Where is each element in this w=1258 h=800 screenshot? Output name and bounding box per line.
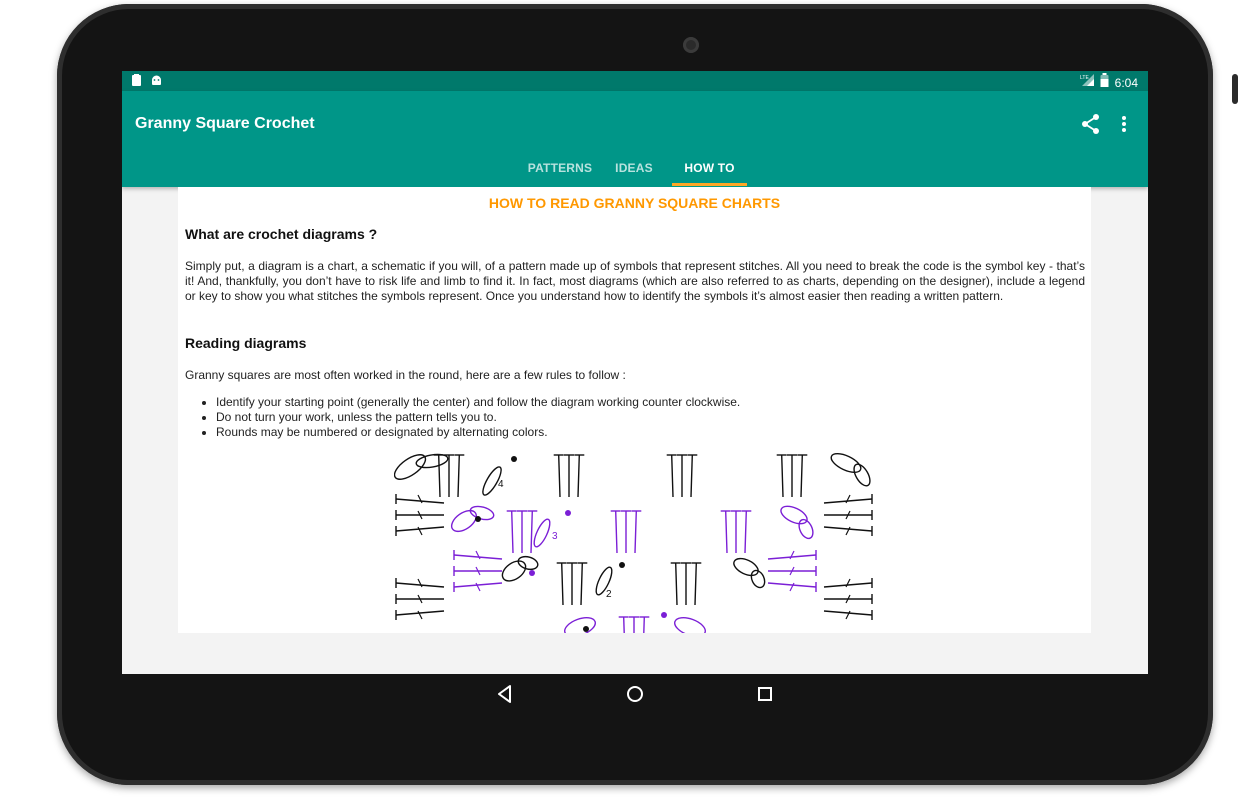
chain-mark bbox=[593, 565, 615, 596]
status-bar bbox=[122, 71, 1148, 91]
chain-mark bbox=[778, 503, 809, 528]
recents-icon bbox=[753, 682, 777, 706]
slip-stitch-dot bbox=[529, 570, 535, 576]
stitch-mark bbox=[616, 511, 617, 553]
chain-mark bbox=[499, 557, 529, 585]
stitch-mark bbox=[691, 455, 692, 497]
app-title: Granny Square Crochet bbox=[135, 115, 315, 132]
stitch-mark bbox=[676, 563, 677, 605]
slip-stitch-dot bbox=[661, 612, 667, 618]
granny-square-diagram bbox=[394, 451, 874, 633]
share-icon bbox=[1080, 113, 1102, 135]
chain-mark bbox=[731, 555, 760, 579]
slip-stitch-dot bbox=[511, 456, 517, 462]
front-camera bbox=[683, 37, 699, 53]
stitch-mark bbox=[846, 495, 850, 503]
slip-stitch-dot bbox=[619, 562, 625, 568]
clipboard-notification-icon bbox=[132, 74, 141, 90]
stitch-mark bbox=[624, 617, 625, 633]
tab-how-to[interactable]: HOW TO bbox=[684, 161, 735, 175]
stitch-mark bbox=[562, 563, 563, 605]
stitch-mark bbox=[578, 455, 579, 497]
app-screen bbox=[122, 71, 1148, 674]
stitch-mark bbox=[418, 579, 422, 587]
hardware-side-button bbox=[1232, 74, 1238, 104]
chain-mark bbox=[531, 517, 553, 548]
slip-stitch-dot bbox=[583, 626, 589, 632]
tab-patterns[interactable]: PATTERNS bbox=[527, 161, 593, 175]
chain-mark bbox=[796, 517, 815, 540]
stitch-mark bbox=[512, 511, 513, 553]
stitch-mark bbox=[418, 495, 422, 503]
stitch-mark bbox=[745, 511, 746, 553]
chain-mark bbox=[448, 506, 480, 535]
stitch-mark bbox=[801, 455, 802, 497]
app-bar bbox=[122, 91, 1148, 187]
section-title-diagrams: What are crochet diagrams ? bbox=[185, 226, 378, 242]
more-vert-icon bbox=[1116, 113, 1132, 135]
stitch-mark bbox=[790, 551, 794, 559]
list-item: • Identify your starting point (generally the center) and follow the diagram working counter clockwise. bbox=[216, 395, 740, 410]
battery-icon bbox=[1100, 73, 1109, 92]
status-time: 6:04 bbox=[1114, 75, 1138, 90]
stitch-mark bbox=[635, 511, 636, 553]
article-content[interactable] bbox=[178, 187, 1091, 633]
round-number-label: 4 bbox=[498, 479, 504, 490]
stitch-mark bbox=[476, 551, 480, 559]
stitch-mark bbox=[559, 455, 560, 497]
navigation-bar bbox=[122, 674, 1148, 714]
home-button[interactable] bbox=[623, 682, 647, 706]
slip-stitch-dot bbox=[475, 516, 481, 522]
stitch-mark bbox=[846, 579, 850, 587]
android-notification-icon bbox=[151, 74, 162, 90]
recents-button[interactable] bbox=[753, 682, 777, 706]
stitch-mark bbox=[643, 617, 644, 633]
stitch-mark bbox=[672, 455, 673, 497]
chain-mark bbox=[851, 462, 873, 489]
active-tab-indicator bbox=[672, 183, 747, 186]
crochet-chart bbox=[394, 451, 874, 633]
page-heading: HOW TO READ GRANNY SQUARE CHARTS bbox=[488, 195, 781, 211]
list-item: • Do not turn your work, unless the pattern tells you to. bbox=[216, 410, 740, 425]
chain-mark bbox=[469, 504, 495, 522]
section-title-reading: Reading diagrams bbox=[185, 335, 307, 351]
network-type-label: LTE bbox=[1079, 75, 1089, 81]
rules-list bbox=[200, 395, 740, 440]
home-icon bbox=[623, 682, 647, 706]
section-intro-reading: Granny squares are most often worked in the round, here are a few rules to follow : bbox=[185, 368, 626, 382]
lte-signal-icon bbox=[1080, 73, 1094, 92]
round-number-label: 3 bbox=[552, 531, 558, 542]
stitch-mark bbox=[695, 563, 696, 605]
round-number-label: 2 bbox=[606, 589, 612, 600]
stitch-mark bbox=[782, 455, 783, 497]
tab-bar bbox=[122, 153, 1148, 187]
overflow-menu-button[interactable] bbox=[1116, 113, 1132, 135]
stitch-mark bbox=[458, 455, 459, 497]
stitch-mark bbox=[439, 455, 440, 497]
share-button[interactable] bbox=[1080, 113, 1102, 135]
stitch-mark bbox=[726, 511, 727, 553]
stitch-mark bbox=[581, 563, 582, 605]
back-icon bbox=[493, 682, 517, 706]
chain-mark bbox=[517, 555, 539, 572]
tab-ideas[interactable]: IDEAS bbox=[615, 161, 653, 175]
chain-mark bbox=[562, 614, 598, 633]
section-text-diagrams: Simply put, a diagram is a chart, a schematic if you will, of a pattern made up of symbols that represent stitches. All you need to break the code is the symbol key - that’s it! And, thankfully, you don’t have to risk life and limb to find it. In fact, most diagrams (which are also referred to as charts, depending on the designer), include a legend or key to show you what stitches the symbols represent. Once you understand how to identify the symbols it’s almost easier then reading a written pattern. bbox=[185, 259, 1085, 303]
chain-mark bbox=[749, 568, 767, 589]
list-item: • Rounds may be numbered or designated by alternating colors. bbox=[216, 425, 740, 440]
back-button[interactable] bbox=[493, 682, 517, 706]
chain-mark bbox=[672, 614, 708, 633]
stitch-mark bbox=[531, 511, 532, 553]
slip-stitch-dot bbox=[565, 510, 571, 516]
